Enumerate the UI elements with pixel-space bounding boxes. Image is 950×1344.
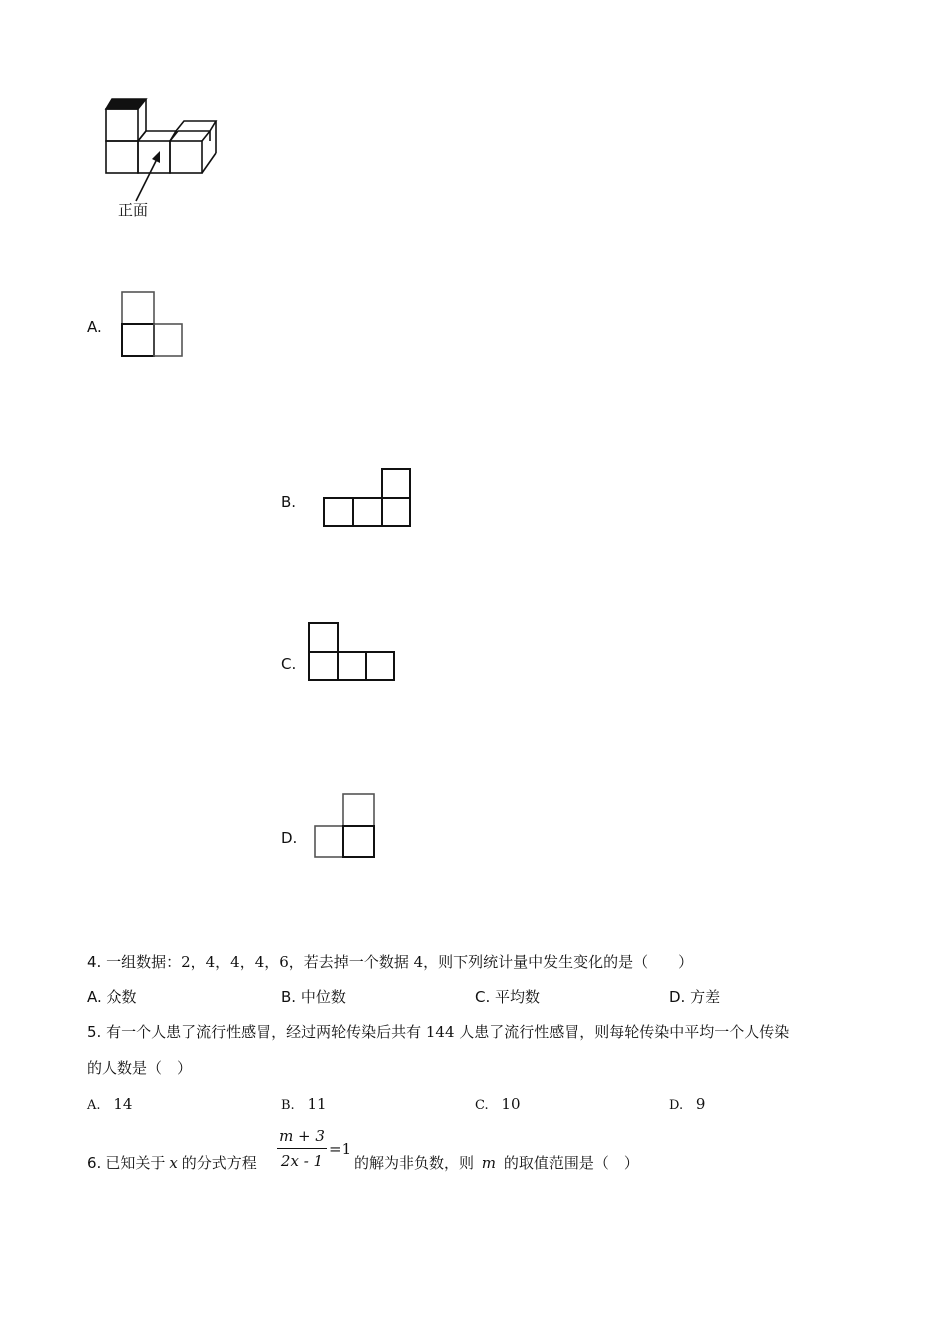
variable-m: m [481,1154,497,1172]
question-4-number: 4. [87,953,102,971]
option-d-shape [313,792,379,862]
option-a-label: A. [87,318,102,336]
question-6-number: 6. [87,1154,102,1172]
question-6-text-1: 已知关于 [105,1154,166,1172]
q4-option-b [281,987,346,1007]
option-text: 中位数 [300,988,346,1006]
option-text: 方差 [690,988,721,1006]
fraction-bar [277,1148,327,1149]
option-letter: D. [669,1098,684,1113]
front-label: 正面 [118,201,149,219]
question-6-text-3: 的解为非负数，则 [354,1154,475,1172]
option-text: 9 [695,1095,706,1113]
option-letter: B. [281,1098,295,1113]
option-letter: A. [87,1098,101,1113]
option-letter: B. [281,988,297,1006]
option-text: 10 [501,1095,521,1113]
q5-option-a [87,1094,132,1116]
q5-option-b [281,1094,327,1116]
variable-x: x [169,1154,178,1172]
q4-option-a [87,987,137,1007]
question-5-line-2: 的人数是（ ） [87,1059,193,1077]
fraction-numerator: m + 3 [279,1127,325,1145]
option-text: 14 [113,1095,133,1113]
q5-option-c [475,1094,521,1116]
fraction [277,1126,327,1171]
option-a-shape [120,290,186,360]
question-6-tail [354,1153,639,1173]
question-5-text-1: 有一个人患了流行性感冒，经过两轮传染后共有 144 人患了流行性感冒，则每轮传染中平均一个人传染 [106,1023,790,1041]
option-c-shape [307,621,399,685]
option-text: 众数 [106,988,137,1006]
option-letter: A. [87,988,102,1006]
question-4-text: 一组数据：2，4，4，4，6，若去掉一个数据 4，则下列统计量中发生变化的是（ ） [106,953,694,971]
question-6-text-2: 的分式方程 [181,1154,257,1172]
q5-option-d [669,1094,705,1116]
option-b-shape [322,467,414,531]
option-text: 11 [307,1095,327,1113]
question-6-text-4: 的取值范围是（ ） [503,1154,639,1172]
option-letter: C. [475,988,491,1006]
option-text: 平均数 [495,988,541,1006]
question-5-line-1 [87,1022,789,1042]
option-letter: C. [475,1098,489,1113]
question-4 [87,952,693,972]
option-letter: D. [669,988,686,1006]
question-6-rest [329,1139,351,1159]
q4-option-d [669,987,720,1007]
option-d-label: D. [281,829,298,847]
question-5-number: 5. [87,1023,102,1041]
question-6 [87,1153,257,1173]
q4-option-c [475,987,540,1007]
fraction-denominator: 2x - 1 [280,1152,324,1170]
equals-one: =1 [329,1140,352,1158]
option-b-label: B. [281,493,297,511]
option-c-label: C. [281,655,297,673]
cube-figure [100,95,240,180]
